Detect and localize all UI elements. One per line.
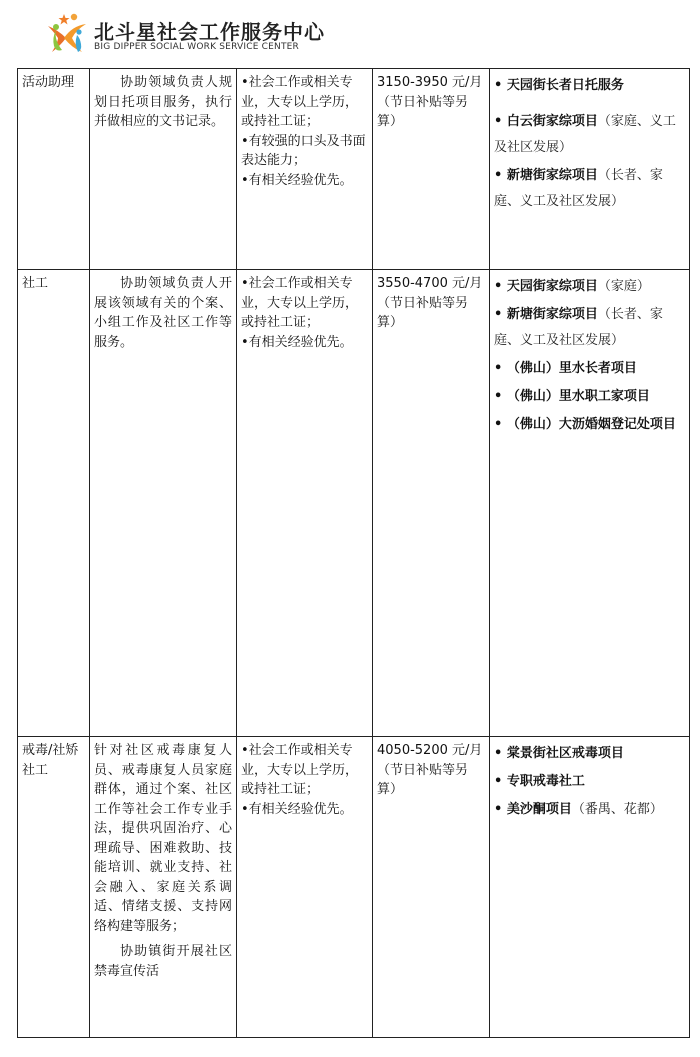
project-item: [494, 412, 685, 438]
project-item: [494, 73, 685, 99]
job-duties: [90, 737, 237, 1038]
project-name: • 新塘街家综项目: [494, 307, 598, 322]
project-name: • 天园街长者日托服务: [494, 78, 624, 93]
project-name: • （佛山）里水长者项目: [494, 361, 637, 376]
requirement-item: •有相关经验优先。: [241, 801, 353, 817]
project-note: （家庭）: [597, 279, 650, 294]
project-note: （长者、家庭、义工及社区发展）: [494, 307, 663, 348]
duty-text: 针对社区戒毒康复人员、戒毒康复人员家庭群体，通过个案、社区工作等社会工作专业手法，提供巩固治疗、心理疏导、困难救助、技能培训、就业支持、社会融入、家庭关系调适、情绪支援、支持网络构建等服务；: [94, 743, 232, 934]
requirement-item: •社会工作或相关专业，大专以上学历，或持社工证；: [241, 743, 359, 797]
table-row: [18, 270, 690, 737]
duty-text: 协助领域负责人开展该领域有关的个案、小组工作及社区工作等服务。: [94, 276, 232, 350]
project-name: • 美沙酮项目: [494, 802, 572, 817]
job-duties: [90, 69, 237, 270]
duty-text: 协助镇街开展社区禁毒宣传活: [94, 944, 232, 979]
job-duties: [90, 270, 237, 737]
requirement-item: •有较强的口头及书面表达能力；: [241, 133, 366, 168]
duty-text: 协助领域负责人规划日托项目服务，执行并做相应的文书记录。: [94, 75, 232, 129]
project-item: [494, 356, 685, 382]
project-note: （家庭、义工及社区发展）: [494, 114, 676, 155]
requirement-item: •社会工作或相关专业，大专以上学历，或持社工证；: [241, 75, 359, 129]
job-projects: [490, 270, 690, 737]
project-name: • （佛山）大沥婚姻登记处项目: [494, 417, 676, 432]
job-projects: [490, 69, 690, 270]
requirement-item: •社会工作或相关专业，大专以上学历，或持社工证；: [241, 276, 359, 330]
project-item: [494, 797, 685, 823]
job-requirements: [237, 69, 373, 270]
project-name: • 白云街家综项目: [494, 114, 598, 129]
requirement-item: •有相关经验优先。: [241, 172, 353, 188]
table-row: [18, 737, 690, 1038]
big-dipper-logo-icon: [44, 12, 90, 56]
project-item: [494, 109, 685, 161]
job-salary: 3550-4700 元/月（节日补贴等另算）: [373, 270, 490, 737]
project-item: [494, 163, 685, 215]
project-name: • 天园街家综项目: [494, 279, 598, 294]
project-item: [494, 274, 685, 300]
project-note: （番禺、花都）: [571, 802, 663, 817]
org-name-en: BIG DIPPER SOCIAL WORK SERVICE CENTER: [94, 42, 300, 52]
job-salary: 3150-3950 元/月（节日补贴等另算）: [373, 69, 490, 270]
project-name: • 棠景街社区戒毒项目: [494, 746, 624, 761]
table-row: [18, 69, 690, 270]
requirement-item: •有相关经验优先。: [241, 334, 353, 350]
job-requirements: [237, 270, 373, 737]
project-name: • （佛山）里水职工家项目: [494, 389, 650, 404]
page-header: [44, 12, 644, 62]
job-projects: [490, 737, 690, 1038]
project-item: [494, 769, 685, 795]
project-item: [494, 302, 685, 354]
project-item: [494, 384, 685, 410]
job-table: [17, 68, 690, 1038]
project-item: [494, 741, 685, 767]
job-requirements: [237, 737, 373, 1038]
project-name: • 新塘街家综项目: [494, 168, 598, 183]
job-salary: 4050-5200 元/月（节日补贴等另算）: [373, 737, 490, 1038]
job-title: 活动助理: [18, 69, 90, 270]
org-name-cn: 北斗星社会工作服务中心: [94, 20, 325, 44]
project-name: • 专职戒毒社工: [494, 774, 585, 789]
job-title: 社工: [18, 270, 90, 737]
job-title: 戒毒/社矫社工: [18, 737, 90, 1038]
project-note: （长者、家庭、义工及社区发展）: [494, 168, 663, 209]
